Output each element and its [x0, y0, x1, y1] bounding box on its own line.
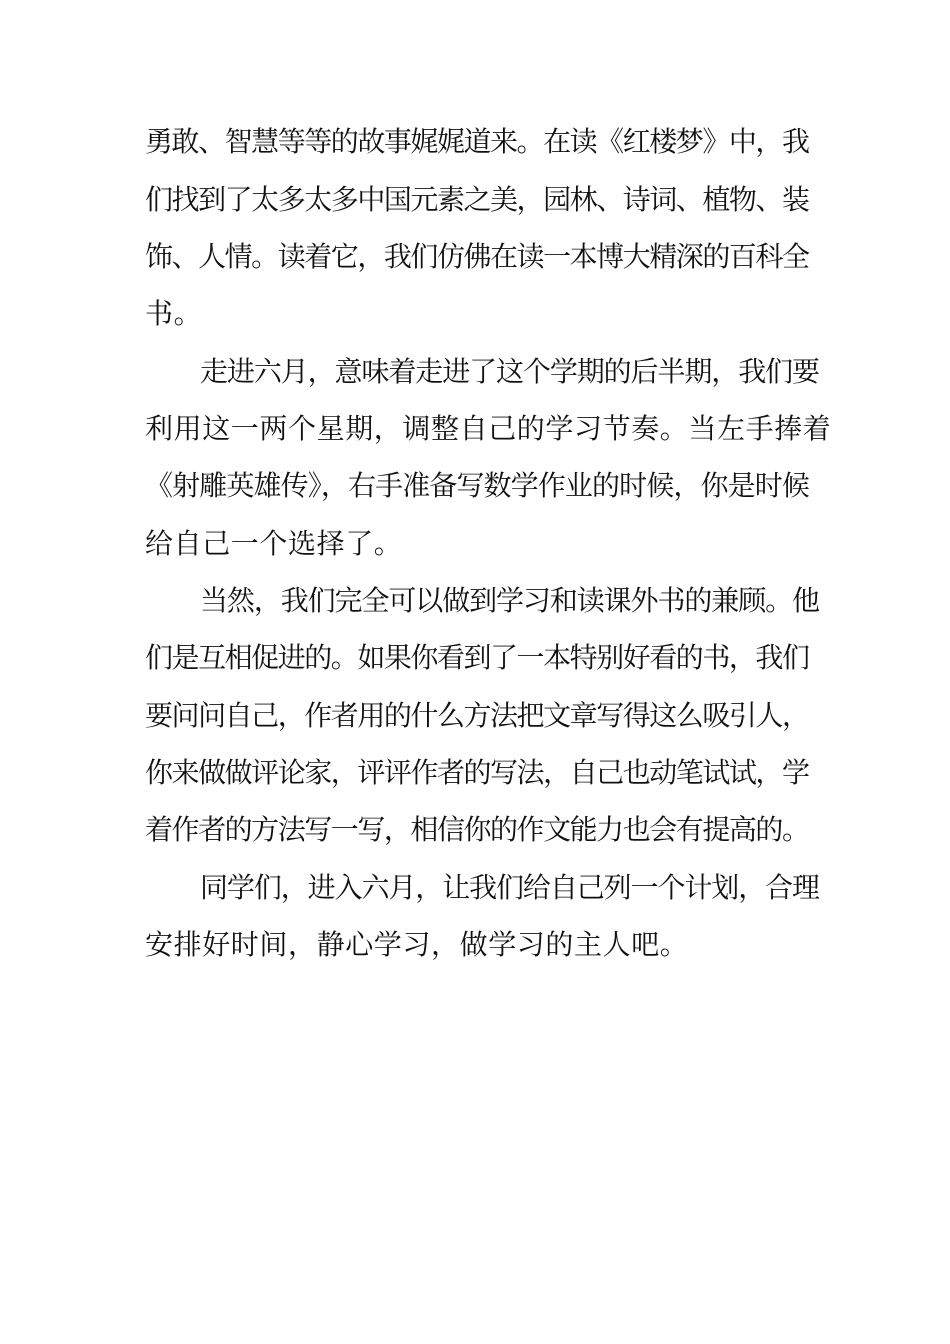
paragraph-2-line-2: 利用这一两个星期，调整自己的学习节奏。当左手捧着 [145, 412, 832, 445]
paragraph-1-line-3: 饰、人情。读着它，我们仿佛在读一本博大精深的百科全 [145, 240, 809, 273]
paragraph-2-line-3: 《射雕英雄传》，右手准备写数学作业的时候，你是时候 [145, 469, 810, 502]
paragraph-1-line-1: 勇敢、智慧等等的故事娓娓道来。在读《红楼梦》中，我 [145, 125, 809, 158]
paragraph-3-line-4: 你来做做评论家，评评作者的写法，自己也动笔试试，学 [145, 756, 809, 789]
paragraph-3-line-3: 要问问自己，作者用的什么方法把文章写得这么吸引人， [145, 699, 809, 732]
paragraph-3-line-1: 当然，我们完全可以做到学习和读课外书的兼顾。他 [200, 584, 819, 617]
paragraph-1-line-2: 们找到了太多太多中国元素之美，园林、诗词、植物、装 [145, 183, 809, 216]
paragraph-3-line-5: 着作者的方法写一写，相信你的作文能力也会有提高的。 [145, 813, 809, 846]
paragraph-2-line-1: 走进六月，意味着走进了这个学期的后半期，我们要 [200, 355, 819, 388]
paragraph-4-line-2: 安排好时间，静心学习，做学习的主人吧。 [145, 928, 689, 961]
paragraph-3-line-2: 们是互相促进的。如果你看到了一本特别好看的书，我们 [145, 641, 809, 674]
paragraph-2-line-4: 给自己一个选择了。 [145, 527, 403, 560]
paragraph-4-line-1: 同学们，进入六月，让我们给自己列一个计划，合理 [200, 871, 819, 904]
paragraph-1-line-4: 书。 [145, 297, 203, 330]
